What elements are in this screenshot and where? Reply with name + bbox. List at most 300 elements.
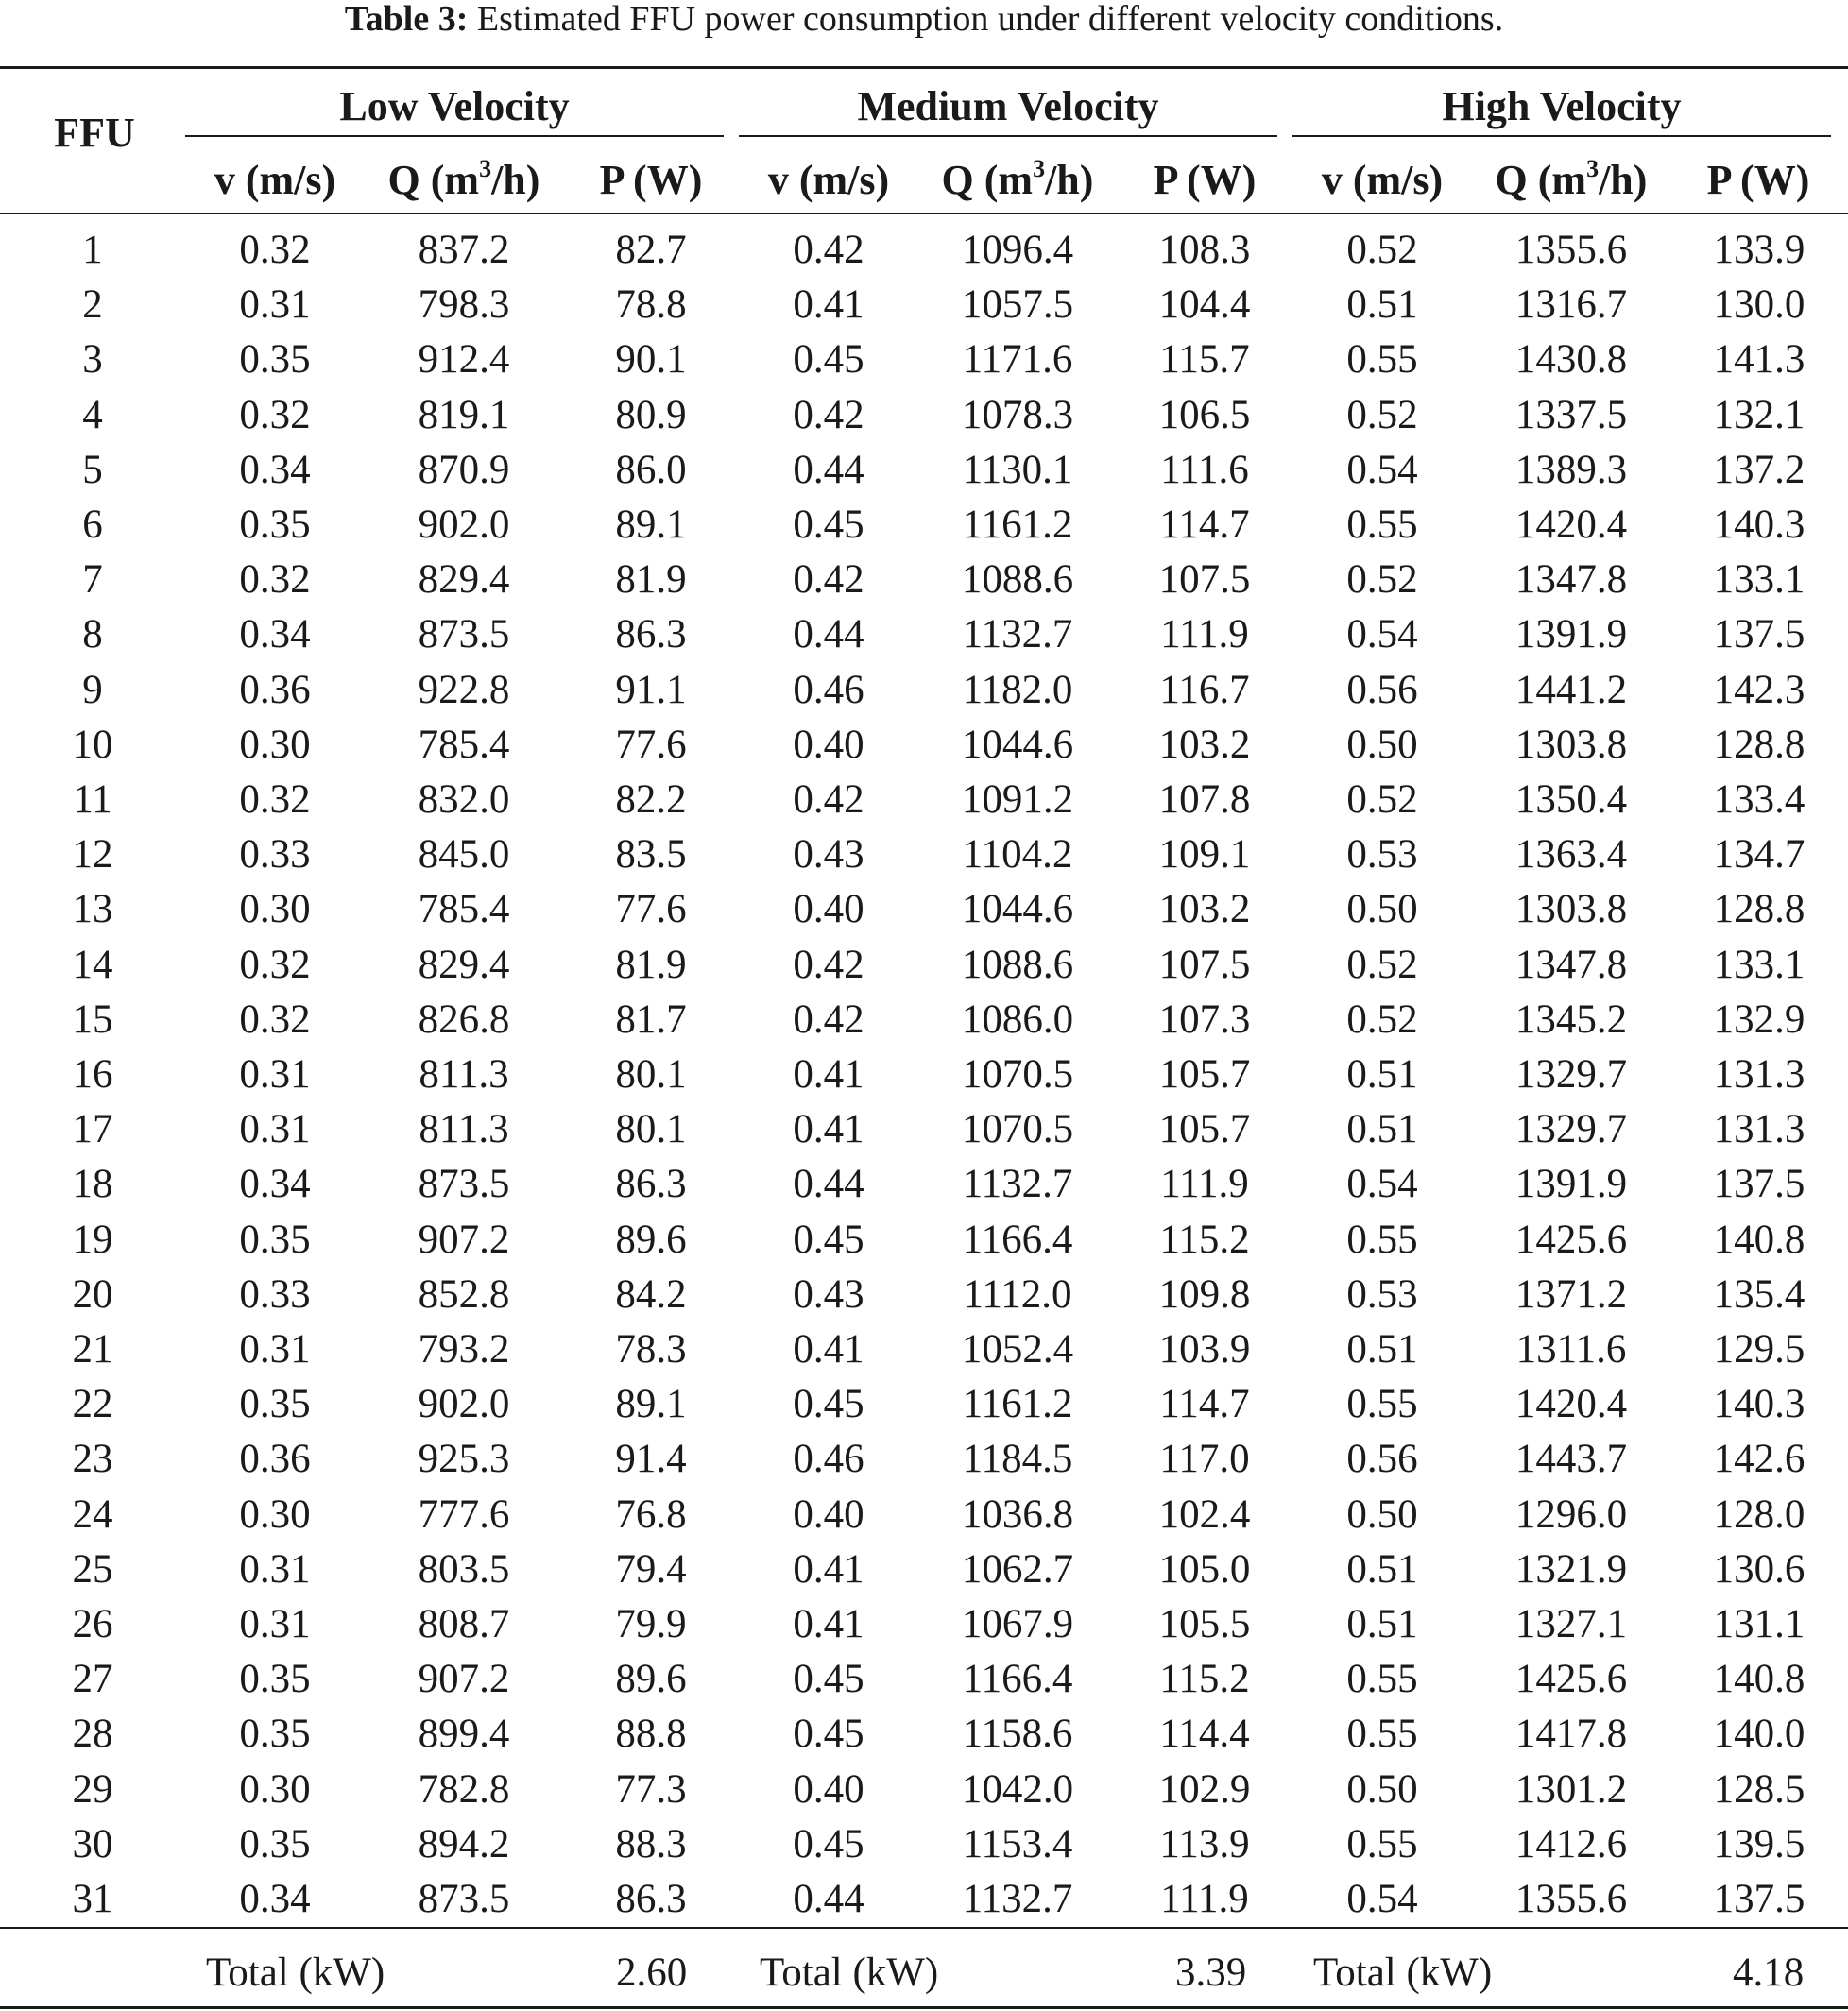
low-p-cell: 80.9 [615, 392, 687, 437]
high-q-cell: 1303.8 [1514, 722, 1628, 767]
ffu-id-cell: 15 [72, 997, 113, 1042]
high-v-cell: 0.55 [1346, 337, 1418, 383]
high-v-cell: 0.55 [1346, 1712, 1418, 1757]
high-q-cell: 1363.4 [1514, 832, 1628, 878]
low-v-cell: 0.33 [239, 1271, 311, 1317]
medium-p-cell: 111.6 [1160, 447, 1249, 492]
high-v-cell: 0.50 [1346, 887, 1418, 932]
low-p-cell: 82.2 [615, 777, 687, 823]
low-p-cell: 80.1 [615, 1107, 687, 1152]
low-v-cell: 0.31 [239, 1327, 311, 1372]
high-q-cell: 1441.2 [1514, 667, 1628, 712]
table-row [0, 1213, 1848, 1268]
low-q-cell: 907.2 [418, 1217, 510, 1262]
high-q-cell: 1321.9 [1514, 1546, 1628, 1592]
medium-q-cell: 1096.4 [961, 228, 1074, 272]
ffu-id-cell: 22 [72, 1382, 113, 1427]
ffu-id-cell: 16 [72, 1052, 113, 1098]
ffu-id-cell: 20 [72, 1271, 113, 1317]
low-v-cell: 0.31 [239, 1107, 311, 1152]
medium-p-cell: 117.0 [1159, 1437, 1250, 1482]
group-rule-medium [739, 135, 1277, 137]
low-q-cell: 837.2 [418, 228, 510, 272]
table-row [0, 882, 1848, 937]
low-v-cell: 0.30 [239, 1491, 311, 1537]
low-q-cell: 832.0 [418, 777, 510, 823]
high-v-cell: 0.51 [1346, 1546, 1418, 1592]
low-p-cell: 77.6 [615, 887, 687, 932]
high-v-cell: 0.51 [1346, 1602, 1418, 1647]
medium-v-cell: 0.42 [793, 392, 864, 437]
caption-text: Estimated FFU power consumption under different velocity conditions. [476, 0, 1504, 39]
medium-p-cell: 115.2 [1159, 1217, 1250, 1262]
medium-q-cell: 1078.3 [961, 392, 1074, 437]
subheader-q-low [365, 157, 563, 204]
medium-p-cell: 114.7 [1159, 1382, 1250, 1427]
medium-q-cell: 1070.5 [961, 1107, 1074, 1152]
subheader-v-low: v (m/s) [214, 157, 336, 203]
ffu-id-cell: 23 [72, 1437, 113, 1482]
group-header-high: High Velocity [1442, 83, 1682, 129]
medium-q-cell: 1153.4 [962, 1821, 1073, 1866]
medium-p-cell: 109.8 [1158, 1271, 1251, 1317]
low-p-cell: 89.6 [615, 1217, 687, 1262]
table-row [0, 1048, 1848, 1102]
high-v-cell: 0.52 [1346, 777, 1418, 823]
low-p-cell: 81.9 [615, 557, 687, 603]
high-q-cell: 1420.4 [1514, 503, 1628, 548]
high-p-cell: 128.0 [1713, 1491, 1805, 1537]
medium-v-cell: 0.44 [793, 1162, 864, 1207]
low-q-cell: 793.2 [418, 1327, 510, 1372]
high-q-cell: 1355.6 [1514, 228, 1628, 272]
high-q-cell: 1425.6 [1514, 1657, 1628, 1702]
low-p-cell: 91.4 [615, 1437, 687, 1482]
q-prefix: Q (m [1495, 157, 1587, 203]
high-q-cell: 1316.7 [1514, 282, 1628, 328]
low-p-cell: 76.8 [615, 1491, 687, 1537]
low-p-cell: 81.9 [615, 942, 687, 987]
table-row [0, 1652, 1848, 1707]
low-v-cell: 0.32 [239, 942, 311, 987]
ffu-id-cell: 4 [82, 392, 103, 437]
medium-v-cell: 0.46 [793, 1437, 864, 1482]
ffu-id-cell: 10 [72, 722, 113, 767]
medium-q-cell: 1166.4 [962, 1657, 1073, 1702]
ffu-id-cell: 14 [72, 942, 113, 987]
high-q-cell: 1350.4 [1514, 777, 1628, 823]
low-v-cell: 0.32 [239, 997, 311, 1042]
high-q-cell: 1296.0 [1514, 1491, 1628, 1537]
medium-v-cell: 0.42 [793, 997, 864, 1042]
high-p-cell: 141.3 [1713, 337, 1805, 383]
medium-v-cell: 0.41 [793, 1546, 864, 1592]
low-v-cell: 0.35 [239, 1657, 311, 1702]
medium-v-cell: 0.42 [793, 228, 864, 272]
medium-p-cell: 109.1 [1158, 832, 1251, 878]
medium-p-cell: 111.9 [1160, 612, 1249, 657]
medium-q-cell: 1057.5 [961, 282, 1074, 328]
low-v-cell: 0.32 [239, 777, 311, 823]
medium-q-cell: 1132.7 [962, 612, 1073, 657]
ffu-id-cell: 11 [73, 777, 112, 823]
low-p-cell: 77.6 [615, 722, 687, 767]
high-v-cell: 0.50 [1346, 722, 1418, 767]
medium-q-cell: 1088.6 [961, 942, 1074, 987]
low-v-cell: 0.31 [239, 282, 311, 328]
low-v-cell: 0.35 [239, 1712, 311, 1757]
high-q-cell: 1303.8 [1514, 887, 1628, 932]
low-v-cell: 0.31 [239, 1052, 311, 1098]
table-row [0, 1817, 1848, 1872]
total-label-high: Total (kW) [1313, 1951, 1493, 1995]
ffu-id-cell: 27 [72, 1657, 113, 1702]
low-q-cell: 902.0 [418, 503, 510, 548]
low-p-cell: 89.1 [615, 1382, 687, 1427]
low-q-cell: 907.2 [418, 1657, 510, 1702]
high-p-cell: 140.8 [1713, 1657, 1805, 1702]
low-q-cell: 873.5 [418, 1877, 510, 1922]
ffu-id-cell: 8 [82, 612, 103, 657]
medium-q-cell: 1171.6 [962, 337, 1073, 383]
medium-v-cell: 0.41 [793, 282, 864, 328]
ffu-id-cell: 19 [72, 1217, 113, 1262]
high-p-cell: 133.9 [1713, 228, 1805, 272]
medium-q-cell: 1036.8 [961, 1491, 1074, 1537]
medium-q-cell: 1062.7 [961, 1546, 1074, 1592]
subheader-p-medium: P (W) [1153, 157, 1257, 203]
ffu-id-cell: 30 [72, 1821, 113, 1866]
table-row [0, 1157, 1848, 1212]
high-q-cell: 1430.8 [1514, 337, 1628, 383]
low-v-cell: 0.34 [239, 1877, 311, 1922]
medium-p-cell: 107.5 [1158, 557, 1251, 603]
table-row [0, 443, 1848, 498]
table-row [0, 663, 1848, 718]
medium-q-cell: 1130.1 [962, 447, 1073, 492]
ffu-id-cell: 13 [72, 887, 113, 932]
low-q-cell: 777.6 [418, 1491, 510, 1537]
low-p-cell: 79.9 [615, 1602, 687, 1647]
low-v-cell: 0.35 [239, 1821, 311, 1866]
high-p-cell: 140.8 [1713, 1217, 1805, 1262]
group-rule-low [185, 135, 724, 137]
high-v-cell: 0.54 [1346, 447, 1418, 492]
subheader-q-high [1472, 157, 1670, 204]
high-p-cell: 131.1 [1713, 1602, 1805, 1647]
group-header-medium: Medium Velocity [857, 83, 1159, 129]
medium-p-cell: 103.2 [1158, 887, 1251, 932]
high-p-cell: 133.4 [1713, 777, 1805, 823]
low-v-cell: 0.35 [239, 1217, 311, 1262]
q-superscript: 3 [1586, 155, 1600, 182]
high-p-cell: 132.9 [1713, 997, 1805, 1042]
high-p-cell: 135.4 [1713, 1271, 1805, 1317]
low-p-cell: 80.1 [615, 1052, 687, 1098]
high-q-cell: 1347.8 [1514, 557, 1628, 603]
low-v-cell: 0.32 [239, 228, 311, 272]
top-rule [0, 66, 1848, 69]
medium-q-cell: 1166.4 [962, 1217, 1073, 1262]
high-q-cell: 1443.7 [1514, 1437, 1628, 1482]
high-p-cell: 128.8 [1713, 887, 1805, 932]
medium-q-cell: 1044.6 [961, 887, 1074, 932]
table-row [0, 553, 1848, 607]
high-v-cell: 0.56 [1346, 667, 1418, 712]
high-q-cell: 1412.6 [1514, 1821, 1628, 1866]
high-v-cell: 0.54 [1346, 1162, 1418, 1207]
low-q-cell: 829.4 [418, 942, 510, 987]
header-rule [0, 213, 1848, 214]
low-p-cell: 86.3 [615, 1162, 687, 1207]
medium-v-cell: 0.45 [793, 1712, 864, 1757]
ffu-id-cell: 7 [82, 557, 103, 603]
table-row [0, 718, 1848, 773]
ffu-id-cell: 3 [82, 337, 103, 383]
low-p-cell: 81.7 [615, 997, 687, 1042]
low-p-cell: 82.7 [615, 228, 687, 272]
low-p-cell: 86.3 [615, 612, 687, 657]
high-p-cell: 130.6 [1713, 1546, 1805, 1592]
medium-p-cell: 115.7 [1159, 337, 1250, 383]
low-v-cell: 0.34 [239, 447, 311, 492]
q-superscript: 3 [1033, 155, 1046, 182]
table-caption [0, 0, 1848, 38]
high-q-cell: 1425.6 [1514, 1217, 1628, 1262]
medium-p-cell: 107.8 [1158, 777, 1251, 823]
medium-v-cell: 0.45 [793, 503, 864, 548]
caption-label: Table 3: [344, 0, 469, 39]
high-p-cell: 134.7 [1713, 832, 1805, 878]
high-p-cell: 142.3 [1713, 667, 1805, 712]
low-q-cell: 785.4 [418, 722, 510, 767]
medium-p-cell: 105.7 [1158, 1107, 1251, 1152]
low-p-cell: 89.6 [615, 1657, 687, 1702]
group-rule-high [1292, 135, 1831, 137]
high-p-cell: 140.3 [1713, 1382, 1805, 1427]
total-label-low: Total (kW) [206, 1951, 385, 1995]
high-v-cell: 0.51 [1346, 1107, 1418, 1152]
medium-q-cell: 1104.2 [962, 832, 1073, 878]
ffu-id-cell: 28 [72, 1712, 113, 1757]
low-v-cell: 0.35 [239, 1382, 311, 1427]
high-v-cell: 0.50 [1346, 1491, 1418, 1537]
medium-v-cell: 0.45 [793, 1821, 864, 1866]
medium-q-cell: 1132.7 [962, 1162, 1073, 1207]
high-q-cell: 1337.5 [1514, 392, 1628, 437]
medium-v-cell: 0.46 [793, 667, 864, 712]
medium-p-cell: 104.4 [1158, 282, 1251, 328]
high-v-cell: 0.52 [1346, 942, 1418, 987]
low-q-cell: 798.3 [418, 282, 510, 328]
ffu-id-cell: 5 [82, 447, 103, 492]
medium-v-cell: 0.45 [793, 337, 864, 383]
high-q-cell: 1355.6 [1514, 1877, 1628, 1922]
low-p-cell: 91.1 [615, 667, 687, 712]
medium-v-cell: 0.41 [793, 1052, 864, 1098]
medium-v-cell: 0.45 [793, 1382, 864, 1427]
medium-v-cell: 0.42 [793, 557, 864, 603]
medium-q-cell: 1086.0 [961, 997, 1074, 1042]
medium-v-cell: 0.45 [793, 1217, 864, 1262]
table-row [0, 1268, 1848, 1322]
high-p-cell: 129.5 [1713, 1327, 1805, 1372]
low-p-cell: 79.4 [615, 1546, 687, 1592]
medium-q-cell: 1158.6 [962, 1712, 1073, 1757]
low-q-cell: 894.2 [418, 1821, 510, 1866]
high-v-cell: 0.55 [1346, 1821, 1418, 1866]
low-q-cell: 811.3 [419, 1052, 509, 1098]
low-v-cell: 0.35 [239, 337, 311, 383]
table-row [0, 1707, 1848, 1762]
low-v-cell: 0.30 [239, 887, 311, 932]
table-row [0, 773, 1848, 827]
medium-q-cell: 1042.0 [961, 1766, 1074, 1812]
medium-v-cell: 0.40 [793, 1491, 864, 1537]
medium-p-cell: 102.9 [1158, 1766, 1251, 1812]
table-row [0, 827, 1848, 882]
subheader-v-medium: v (m/s) [767, 157, 890, 203]
high-q-cell: 1417.8 [1514, 1712, 1628, 1757]
medium-v-cell: 0.40 [793, 1766, 864, 1812]
medium-p-cell: 102.4 [1158, 1491, 1251, 1537]
q-suffix: /h) [1045, 157, 1094, 203]
table-row [0, 607, 1848, 662]
ffu-id-cell: 25 [72, 1546, 113, 1592]
medium-v-cell: 0.40 [793, 887, 864, 932]
low-q-cell: 873.5 [418, 1162, 510, 1207]
high-p-cell: 131.3 [1713, 1107, 1805, 1152]
medium-v-cell: 0.45 [793, 1657, 864, 1702]
low-p-cell: 83.5 [615, 832, 687, 878]
totals-rule [0, 1927, 1848, 1929]
high-q-cell: 1327.1 [1514, 1602, 1628, 1647]
medium-p-cell: 116.7 [1159, 667, 1250, 712]
table-row [0, 1542, 1848, 1597]
medium-v-cell: 0.43 [793, 1271, 864, 1317]
high-q-cell: 1301.2 [1514, 1766, 1628, 1812]
medium-q-cell: 1052.4 [961, 1327, 1074, 1372]
high-q-cell: 1329.7 [1514, 1052, 1628, 1098]
ffu-id-cell: 6 [82, 503, 103, 548]
low-q-cell: 826.8 [418, 997, 510, 1042]
high-p-cell: 128.5 [1713, 1766, 1805, 1812]
medium-q-cell: 1161.2 [962, 1382, 1073, 1427]
low-v-cell: 0.33 [239, 832, 311, 878]
table-row [0, 1763, 1848, 1817]
high-q-cell: 1391.9 [1514, 1162, 1628, 1207]
low-q-cell: 925.3 [418, 1437, 510, 1482]
ffu-id-cell: 29 [72, 1766, 113, 1812]
high-v-cell: 0.55 [1346, 1217, 1418, 1262]
table-row [0, 1432, 1848, 1487]
high-q-cell: 1389.3 [1514, 447, 1628, 492]
ffu-header: FFU [54, 110, 135, 156]
low-p-cell: 77.3 [615, 1766, 687, 1812]
low-q-cell: 829.4 [418, 557, 510, 603]
high-p-cell: 140.0 [1713, 1712, 1805, 1757]
high-v-cell: 0.53 [1346, 832, 1418, 878]
high-q-cell: 1391.9 [1514, 612, 1628, 657]
low-p-cell: 88.3 [615, 1821, 687, 1866]
high-p-cell: 142.6 [1713, 1437, 1805, 1482]
medium-q-cell: 1091.2 [961, 777, 1074, 823]
total-label-medium: Total (kW) [760, 1951, 939, 1995]
medium-v-cell: 0.41 [793, 1602, 864, 1647]
medium-q-cell: 1161.2 [962, 503, 1073, 548]
medium-v-cell: 0.44 [793, 1877, 864, 1922]
low-q-cell: 785.4 [418, 887, 510, 932]
medium-q-cell: 1044.6 [961, 722, 1074, 767]
q-suffix: /h) [1599, 157, 1648, 203]
table-row [0, 1102, 1848, 1157]
high-q-cell: 1347.8 [1514, 942, 1628, 987]
medium-q-cell: 1182.0 [962, 667, 1073, 712]
medium-q-cell: 1070.5 [961, 1052, 1074, 1098]
medium-p-cell: 108.3 [1158, 228, 1251, 272]
low-q-cell: 819.1 [418, 392, 510, 437]
low-p-cell: 84.2 [615, 1271, 687, 1317]
table-row [0, 938, 1848, 993]
medium-v-cell: 0.42 [793, 942, 864, 987]
low-p-cell: 88.8 [615, 1712, 687, 1757]
high-v-cell: 0.55 [1346, 1382, 1418, 1427]
high-v-cell: 0.56 [1346, 1437, 1418, 1482]
low-q-cell: 803.5 [418, 1546, 510, 1592]
table-row [0, 498, 1848, 553]
high-v-cell: 0.52 [1346, 228, 1418, 272]
medium-v-cell: 0.40 [793, 722, 864, 767]
low-q-cell: 852.8 [418, 1271, 510, 1317]
medium-p-cell: 103.2 [1158, 722, 1251, 767]
total-value-medium: 3.39 [1175, 1951, 1247, 1995]
low-p-cell: 89.1 [615, 503, 687, 548]
medium-p-cell: 113.9 [1159, 1821, 1250, 1866]
low-v-cell: 0.35 [239, 503, 311, 548]
medium-p-cell: 107.5 [1158, 942, 1251, 987]
ffu-id-cell: 31 [72, 1877, 113, 1922]
high-p-cell: 139.5 [1713, 1821, 1805, 1866]
medium-v-cell: 0.43 [793, 832, 864, 878]
high-v-cell: 0.55 [1346, 503, 1418, 548]
low-v-cell: 0.31 [239, 1546, 311, 1592]
q-suffix: /h) [491, 157, 540, 203]
high-p-cell: 128.8 [1713, 722, 1805, 767]
high-v-cell: 0.50 [1346, 1766, 1418, 1812]
ffu-id-cell: 9 [82, 667, 103, 712]
ffu-id-cell: 18 [72, 1162, 113, 1207]
high-v-cell: 0.51 [1346, 1327, 1418, 1372]
medium-q-cell: 1088.6 [961, 557, 1074, 603]
low-v-cell: 0.32 [239, 557, 311, 603]
high-q-cell: 1371.2 [1514, 1271, 1628, 1317]
subheader-p-high: P (W) [1706, 157, 1810, 203]
ffu-id-cell: 12 [72, 832, 113, 878]
high-p-cell: 137.2 [1713, 447, 1805, 492]
high-v-cell: 0.54 [1346, 1877, 1418, 1922]
high-p-cell: 131.3 [1713, 1052, 1805, 1098]
low-p-cell: 86.0 [615, 447, 687, 492]
low-q-cell: 902.0 [418, 1382, 510, 1427]
high-p-cell: 130.0 [1713, 282, 1805, 328]
low-v-cell: 0.34 [239, 612, 311, 657]
subheader-p-low: P (W) [599, 157, 703, 203]
high-q-cell: 1420.4 [1514, 1382, 1628, 1427]
high-p-cell: 132.1 [1713, 392, 1805, 437]
low-q-cell: 782.8 [418, 1766, 510, 1812]
table-row [0, 993, 1848, 1048]
low-p-cell: 78.8 [615, 282, 687, 328]
